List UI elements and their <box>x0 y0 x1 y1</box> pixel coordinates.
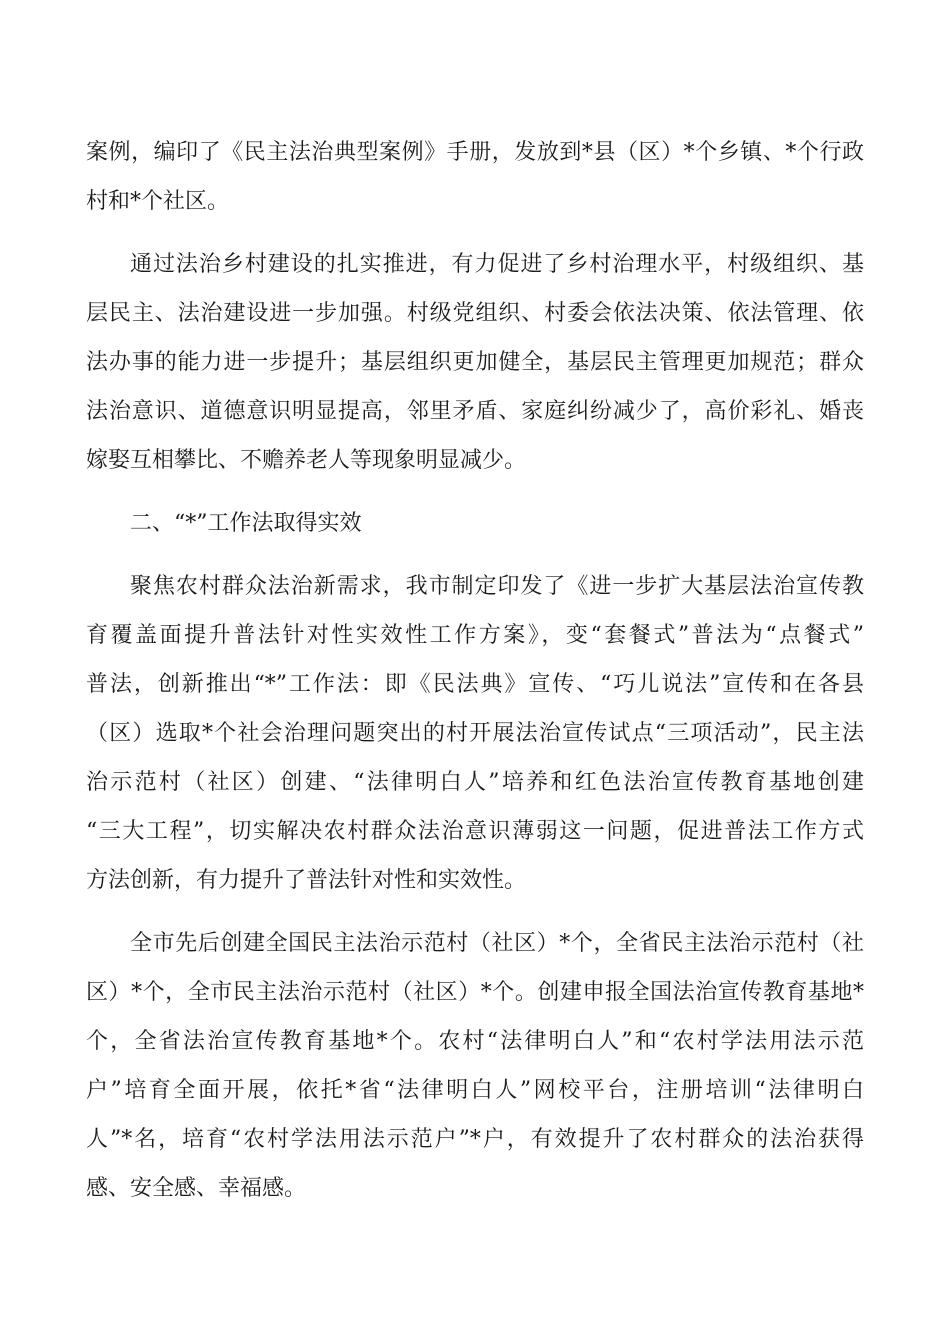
paragraph-case-handbook <box>86 128 864 226</box>
text-line: 区）*个，全市民主法治示范村（社区）*个。创建申报全国法治宣传教育基地* <box>86 980 864 1005</box>
text-line: 嫁娶互相攀比、不赡养老人等现象明显减少。 <box>86 448 527 473</box>
text-line: 方法创新，有力提升了普法针对性和实效性。 <box>86 868 527 893</box>
text-line: 个，全省法治宣传教育基地*个。农村“法律明白人”和“农村学法用法示范 <box>86 1029 864 1054</box>
text-line: 治示范村（社区）创建、“法律明白人”培养和红色法治宣传教育基地创建 <box>86 770 864 795</box>
text-line: 人”*名，培育“农村学法用法示范户”*户，有效提升了农村群众的法治获得 <box>86 1127 864 1152</box>
text-line: （区）选取*个社会治理问题突出的村开展法治宣传试点“三项活动”，民主法 <box>86 721 864 746</box>
text-line: 感、安全感、幸福感。 <box>86 1176 307 1201</box>
text-line: 案例，编印了《民主法治典型案例》手册，发放到*县（区）*个乡镇、*个行政 <box>86 140 864 165</box>
document-body <box>86 128 864 1213</box>
text-line: 全市先后创建全国民主法治示范村（社区）*个，全省民主法治示范村（社 <box>130 931 864 956</box>
text-line: “三大工程”，切实解决农村群众法治意识薄弱这一问题，促进普法工作方式 <box>86 819 864 844</box>
text-line: 法办事的能力进一步提升；基层组织更加健全，基层民主管理更加规范；群众 <box>86 350 864 375</box>
text-line: 法治意识、道德意识明显提高，邻里矛盾、家庭纠纷减少了，高价彩礼、婚丧 <box>86 399 864 424</box>
text-line: 村和*个社区。 <box>86 189 230 214</box>
text-line: 层民主、法治建设进一步加强。村级党组织、村委会依法决策、依法管理、依 <box>86 301 864 326</box>
text-line: 育覆盖面提升普法针对性实效性工作方案》，变“套餐式”普法为“点餐式” <box>86 623 864 648</box>
heading-text: 二、“*”工作法取得实效 <box>130 511 362 536</box>
paragraph-rural-governance <box>86 240 864 485</box>
paragraph-work-method <box>86 562 864 905</box>
text-line: 户”培育全面开展，依托*省“法律明白人”网校平台，注册培训“法律明白 <box>86 1078 864 1103</box>
section-heading <box>86 499 864 548</box>
text-line: 普法，创新推出“*”工作法：即《民法典》宣传、“巧儿说法”宣传和在各县 <box>86 672 864 697</box>
text-line: 通过法治乡村建设的扎实推进，有力促进了乡村治理水平，村级组织、基 <box>130 252 864 277</box>
text-line: 聚焦农村群众法治新需求，我市制定印发了《进一步扩大基层法治宣传教 <box>130 574 864 599</box>
paragraph-demonstration-villages <box>86 919 864 1213</box>
